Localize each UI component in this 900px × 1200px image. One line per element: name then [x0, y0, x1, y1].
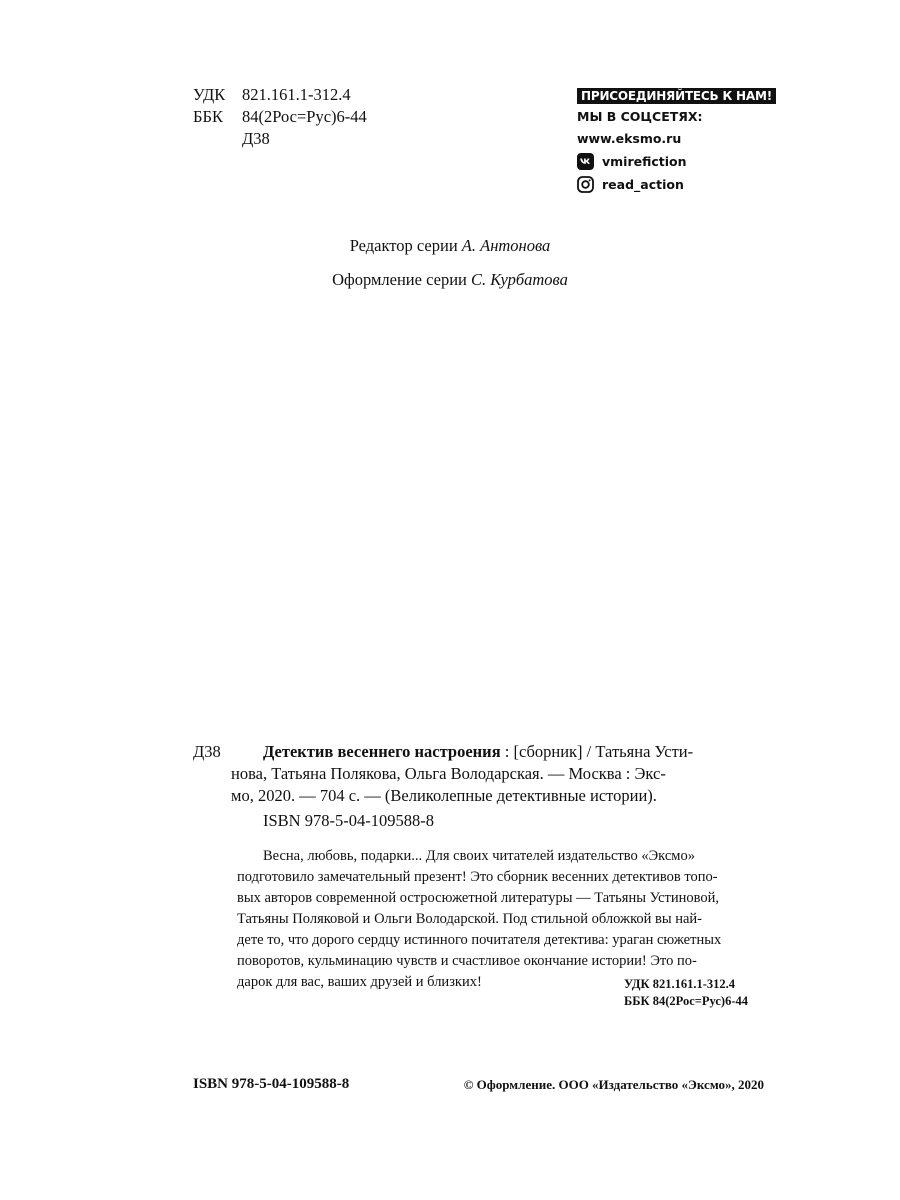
- annotation: [237, 846, 763, 993]
- book-title: Детектив весеннего настроения: [263, 742, 501, 761]
- entry-line-3: мо, 2020. — 704 с. — (Великолепные детективные истории).: [231, 786, 657, 805]
- footer-isbn: ISBN 978-5-04-109588-8: [193, 1076, 350, 1092]
- entry-isbn: ISBN 978-5-04-109588-8: [263, 811, 434, 830]
- join-banner: ПРИСОЕДИНЯЙТЕСЬ К НАМ!: [577, 88, 776, 104]
- website-link[interactable]: www.eksmo.ru: [577, 131, 682, 146]
- annotation-line: вых авторов современной остросюжетной литературы — Татьяны Устиновой,: [237, 890, 720, 906]
- annotation-udk: УДК 821.161.1-312.4: [624, 977, 735, 991]
- series-editor: [0, 236, 900, 256]
- footer-copyright: © Оформление. ООО «Издательство «Эксмо», 2020: [463, 1077, 764, 1092]
- udk-value: 821.161.1-312.4: [242, 85, 351, 104]
- entry-code: Д38: [193, 742, 221, 761]
- annotation-line: дарок для вас, ваших друзей и близких!: [237, 974, 482, 990]
- bbk-label: ББК: [193, 107, 223, 126]
- bbk-value: 84(2Рос=Рус)6-44: [242, 107, 367, 126]
- bibliographic-entry: [193, 741, 763, 807]
- annotation-line: поворотов, кульминацию чувств и счастливое окончание истории! Это по-: [237, 953, 697, 969]
- social-block: [577, 88, 776, 194]
- editor-name: А. Антонова: [461, 236, 551, 255]
- entry-line-1-rest: : [сборник] / Татьяна Усти-: [500, 742, 694, 761]
- udk-label: УДК: [193, 85, 226, 104]
- catalog-codes: [193, 84, 367, 150]
- entry-line-1: [263, 741, 763, 763]
- design-name: С. Курбатова: [470, 270, 568, 289]
- vk-handle: vmirefiction: [602, 153, 687, 169]
- vk-link[interactable]: [577, 151, 776, 171]
- annotation-line: дете то, что дорого сердцу истинного почитателя детектива: ураган сюжетных: [237, 932, 722, 948]
- bbk-row: [193, 106, 367, 128]
- entry-line-2: нова, Татьяна Полякова, Ольга Володарская. — Москва : Экс-: [231, 764, 666, 783]
- author-sign: Д38: [242, 129, 270, 148]
- instagram-icon: [577, 176, 594, 193]
- udk-row: [193, 84, 367, 106]
- instagram-link[interactable]: [577, 174, 776, 194]
- instagram-handle: read_action: [602, 176, 684, 192]
- design-label: Оформление серии: [332, 270, 471, 289]
- annotation-line: Татьяны Поляковой и Ольги Володарской. Под стильной обложкой вы най-: [237, 911, 703, 927]
- annotation-bbk: ББК 84(2Рос=Рус)6-44: [624, 994, 748, 1008]
- editor-label: Редактор серии: [349, 236, 462, 255]
- social-heading: МЫ В СОЦСЕТЯХ:: [577, 109, 703, 124]
- vk-icon: [577, 153, 594, 170]
- series-design: [0, 270, 900, 290]
- annotation-codes: [624, 976, 748, 1010]
- annotation-line: подготовило замечательный презент! Это сборник весенних детективов топо-: [237, 869, 718, 885]
- annotation-line: Весна, любовь, подарки... Для своих читателей издательство «Эксмо»: [263, 848, 695, 864]
